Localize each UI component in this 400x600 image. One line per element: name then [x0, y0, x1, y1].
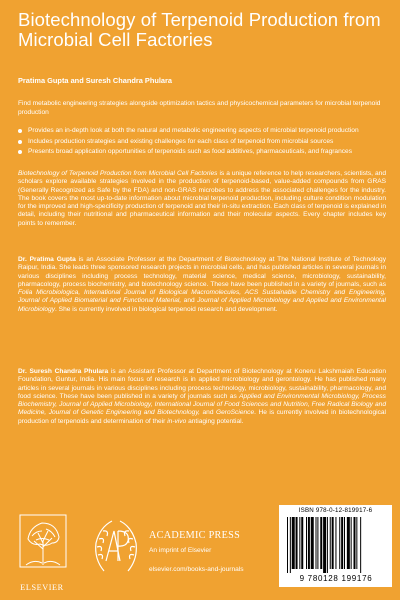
bio-text: is an Associate Professor at the Department of Biotechnology at The National Institute of Technology Raipur, India. She leads three sponsored research projects in microbial cells, and has published articles in several journals in various disciplines including process technology, material science, medical science, microbiology, sustainability, pharmacology, process biochemistry, and biotechnology science. These have been published in a variety of journals, such as: [18, 256, 386, 288]
elsevier-tree-logo: [18, 513, 68, 569]
academic-press-logo: [90, 515, 142, 577]
isbn-text: ISBN 978-0-12-819917-6: [298, 507, 373, 514]
bio-journals: Folia Microbiologica, International Journal of Biological Macromolecules, ACS Sustainable Chemistry and Engineering, Journal of Applied Biomaterial and Functional Material,: [18, 289, 386, 305]
bio-invivo: in-vivo: [167, 417, 187, 425]
author-bio-gupta: [18, 256, 386, 314]
publisher-footer: [0, 505, 400, 600]
feature-item-text: Presents broad application opportunities of terpenoids such as food additives, pharmaceuticals, and fragrances: [28, 148, 353, 156]
bio-text: . She is currently involved in biological terpenoid research and development.: [55, 305, 278, 313]
barcode-panel: [279, 505, 392, 587]
barcode-digits: 9 780128 199176: [299, 574, 373, 583]
bio-journals: GeroScience: [216, 409, 255, 417]
bio-text: and: [181, 297, 198, 305]
bio-name: Dr. Pratima Gupta: [18, 256, 76, 263]
feature-item-text: Includes production strategies and existing challenges for each class of terpenoid from microbial sources: [28, 137, 334, 145]
bio-text: is an Assistant Professor at Department of Biotechnology at Koneru Lakshmaiah Education Foundation, Guntur, India. His main focus of research is in applied microbiology and gerontology. He has published many articles in several journals in various disciplines including process technology, microbiology, sustainability, pharmacology, and food science. These have been published in a variety of journals such as: [18, 368, 387, 400]
barcode-bars: [287, 517, 384, 573]
feature-item: [18, 127, 382, 136]
bio-text: . He is currently involved in biotechnological production of terpenoids and determination of their: [18, 409, 387, 425]
feature-item: [18, 148, 382, 157]
book-title: Biotechnology of Terpenoid Production from Microbial Cell Factories: [18, 9, 381, 50]
author-bio-phulara: [18, 368, 386, 426]
intro-text: Find metabolic engineering strategies alongside optimization tactics and physicochemical parameters for microbial terpenoid production: [18, 100, 381, 116]
description-paragraph: [18, 170, 386, 228]
description-text: is a unique reference to help researchers, scientists, and scholars explore available strategies involved in the production of terpenoid-based, value-added compounds from GRAS (Generally Recognized as Safe by the FDA) and non-GRAS microbes to address the associated challenges for the industry. The book covers the most up-to-date information about microbial terpenoid production, including culture condition modulation for the improved and high-specificity production of terpenoid and their in-situ extraction. Each class of terpenoid is explained in detail, including their nutritional and pharmaceutical information and their molecular aspects. Every chapter includes key points to remember.: [18, 170, 386, 227]
elsevier-label: ELSEVIER: [20, 583, 64, 592]
imprint-text: An imprint of Elsevier: [149, 547, 212, 554]
feature-item: [18, 138, 382, 147]
bio-text: antiaging potential.: [186, 417, 244, 425]
academic-press-name: ACADEMIC PRESS: [149, 530, 241, 541]
bio-journals: Journal of Applied Microbiology and Applied and Environmental Microbiology: [18, 297, 386, 313]
feature-item-text: Provides an in-depth look at both the natural and metabolic engineering aspects of microbial terpenoid production: [28, 127, 359, 134]
publisher-url: elsevier.com/books-and-journals: [149, 566, 244, 573]
bio-text: and: [200, 409, 216, 417]
description-book-title: Biotechnology of Terpenoid Production from Microbial Cell Factories: [18, 170, 218, 177]
feature-list: [18, 127, 382, 159]
bio-name: Dr. Suresh Chandra Phulara: [18, 368, 109, 375]
author-names: Pratima Gupta and Suresh Chandra Phulara: [18, 76, 173, 85]
bio-journals: Applied and Environmental Microbiology, Process Biochemistry, Journal of Applied Microbiology, International Journal of Food Sciences and Nutrition, Free Radical Biology and Medicine, Journal of Genetic Engineering and Biotechnology,: [18, 392, 386, 417]
